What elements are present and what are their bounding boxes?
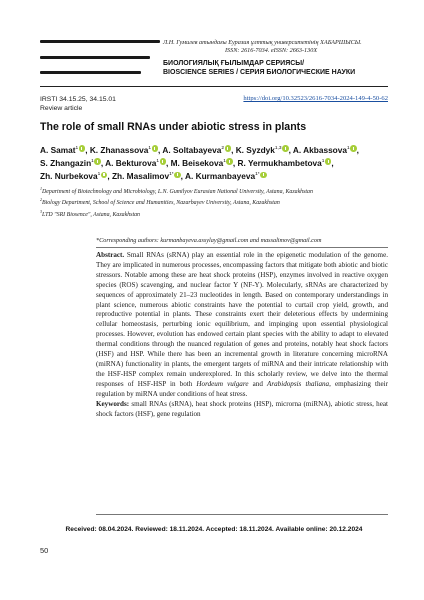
- corresponding-authors: *Corresponding authors: kurmanbayeva.assylay@gmail.com and massalimov@gmail.com: [96, 237, 322, 244]
- series-title: БИОЛОГИЯЛЫҚ ҒЫЛЫМДАР СЕРИЯСЫ/: [163, 60, 305, 67]
- orcid-icon[interactable]: [152, 145, 159, 152]
- keywords-label: Keywords:: [96, 400, 130, 409]
- affiliation-text: LTD "SRI Biosence", Astana, Kazakhstan: [42, 211, 140, 218]
- author-affiliation: 1: [346, 146, 350, 151]
- author: [185, 171, 267, 181]
- author-name: A. Samat: [40, 144, 76, 155]
- abstract: [96, 251, 388, 420]
- author-name: Zh. Nurbekova: [40, 171, 98, 182]
- orcid-icon[interactable]: [350, 145, 357, 152]
- species-name: Arabidopsis thaliana: [267, 379, 330, 388]
- abstract-label: Abstract.: [96, 251, 125, 259]
- abstract-top-divider: [96, 247, 388, 248]
- author-affiliation: 1: [223, 159, 226, 165]
- author-name: A. Kurmanbayeva: [184, 171, 256, 182]
- logo-bar: [40, 40, 160, 43]
- keywords: [96, 400, 388, 420]
- author: [238, 158, 332, 168]
- author: [112, 171, 181, 181]
- abstract-text: , emphasizing their regulation by miRNA under conditions of heat stress.: [96, 379, 388, 398]
- author: [293, 145, 357, 155]
- irsti-code: IRSTI 34.15.25, 34.15.01: [40, 96, 116, 103]
- author-affiliation: 1*: [255, 172, 260, 178]
- logo-bar: [40, 56, 150, 59]
- author: [162, 145, 231, 155]
- author-name: Zh. Masalimov: [111, 171, 170, 182]
- author-affiliation: 1: [97, 172, 101, 178]
- author: [40, 145, 85, 155]
- page-number: 50: [40, 546, 49, 555]
- author-affiliation: 1: [148, 146, 152, 151]
- author: [90, 145, 158, 155]
- journal-header: [163, 39, 388, 77]
- orcid-icon[interactable]: [160, 158, 167, 165]
- affiliation-number: 1: [40, 186, 42, 191]
- article-type: Review article: [40, 105, 83, 112]
- author-affiliation: 1: [321, 159, 325, 165]
- logo-bar: [40, 71, 141, 74]
- author-affiliation: 1,3: [274, 146, 282, 151]
- orcid-icon[interactable]: [282, 145, 289, 152]
- author-name: K. Zhanassova: [89, 144, 149, 155]
- author-name: S. Zhangazin: [40, 157, 92, 168]
- orcid-icon[interactable]: [174, 172, 181, 179]
- orcid-icon[interactable]: [101, 172, 108, 179]
- author-name: M. Beisekova: [170, 157, 224, 168]
- keywords-text: small RNAs (sRNA), heat shock proteins (HSP), microrna (miRNA), abiotic stress, heat shock factors (HSF), gene regulation: [96, 400, 388, 418]
- affiliation-text: Department of Biotechnology and Microbiology, L.N. Gumilyov Eurasian National University, Astana, Kazakhstan: [42, 188, 313, 195]
- author: [105, 158, 166, 168]
- abstract-text: Small RNAs (sRNA) play an essential role in the epigenetic modulation of the genome. They are implicated in numerous processes, encompassing factors that mitigate both abiotic and biotic stressors. Notable among these are heat shock proteins (HSP), enzymes involved in reactive oxygen species (ROS) scavenging, and nuclear factor Y (NF-Y). Molecularly, sRNAs are characterized by sequences of approximately 21–23 nucleotides in length. Based on contemporary understandings in plant science, numerous abiotic constraints have the potential to curtail crop yield, growth, and reproductive potential in plants. These constraints exert their deleterious effects by undermining cellular homeostasis, perturbing ionic equilibrium, and impinging upon essential physiological processes. However, evolution has endowed certain plant species with the ability to adapt to elevated thermal conditions through the nuanced regulation of genes and proteins, notably heat shock factors (HSF) and HSP. While there has been an incremental growth in literature concerning microRNA (miRNA) functionality in plants, the emergent targets of miRNA and their intricate relationship with the HSF-HSP complex remain underexplored. In this scholarly review, we delve into the thermal responses of HSF-HSP in both: [96, 251, 388, 388]
- series-subtitle: BIOSCIENCE SERIES / СЕРИЯ БИОЛОГИЧЕСКИЕ НАУКИ: [163, 69, 356, 76]
- author-name: K. Syzdyk: [235, 144, 275, 155]
- affiliation-item: [40, 208, 388, 219]
- journal-issn: ISSN: 2616-7034. eISSN: 2663-130X: [225, 47, 318, 54]
- author-name: A. Bekturova: [105, 157, 157, 168]
- author: [236, 145, 289, 155]
- abstract-bottom-divider: [96, 514, 388, 515]
- affiliations: [40, 185, 388, 219]
- journal-name: Л.Н. Гумилев атындағы Еуразия ұлттық университетінің ХАБАРШЫСЫ.: [163, 39, 362, 46]
- orcid-icon[interactable]: [325, 158, 332, 165]
- author-affiliation: 1: [75, 146, 79, 151]
- affiliation-item: [40, 185, 388, 196]
- orcid-icon[interactable]: [226, 158, 233, 165]
- orcid-icon[interactable]: [79, 145, 86, 152]
- affiliation-item: [40, 196, 388, 207]
- journal-logo: [40, 40, 160, 74]
- author-name: A. Soltabayeva: [162, 144, 222, 155]
- author: [40, 158, 101, 168]
- orcid-icon[interactable]: [260, 172, 267, 179]
- header-divider: [40, 86, 388, 87]
- author: [171, 158, 233, 168]
- article-dates: Received: 08.04.2024. Reviewed: 18.11.2024. Accepted: 18.11.2024. Available online: 20.12.2024: [65, 526, 363, 533]
- author-name: R. Yermukhambetova: [237, 157, 322, 168]
- author-affiliation: 2: [221, 146, 225, 151]
- author-affiliation: 1: [91, 159, 94, 165]
- abstract-body: [96, 251, 388, 400]
- abstract-text: and: [252, 379, 263, 388]
- affiliation-text: Biology Department, School of Science and Humanities, Nazarbayev University, Astana, Kazakhstan: [42, 200, 280, 207]
- affiliation-number: 2: [40, 197, 42, 203]
- author-affiliation: 1: [156, 159, 160, 165]
- author-name: A. Akbassova: [292, 144, 347, 155]
- species-name: Hordeum vulgare: [196, 379, 249, 388]
- affiliation-number: 3: [40, 208, 42, 214]
- article-title: The role of small RNAs under abiotic stress in plants: [40, 121, 307, 133]
- orcid-icon[interactable]: [225, 145, 232, 152]
- author: [40, 171, 107, 181]
- author-list: A. Samat$^1$ , K. Zhanassova$^1$ , A. Soltabayeva$^2$ , K. Syzdyk$^{1,3}$ , A. Akbassova$^1$ , S. Zhangazin$^1$ , A. Bekturova$^1$ , M. Beisekova$^1$ , R. Yermukhambetova$^1$ , Zh. Nurbekova$^1$ , Zh. Masalimov$^{1*}$ , A. Kurmanbayeva$^{1*}$: [40, 144, 359, 182]
- author-affiliation: 1*: [169, 172, 174, 178]
- orcid-icon[interactable]: [94, 158, 101, 165]
- doi-link[interactable]: https://doi.org/10.32523/2616-7034-2024-149-4-50-62: [243, 95, 388, 102]
